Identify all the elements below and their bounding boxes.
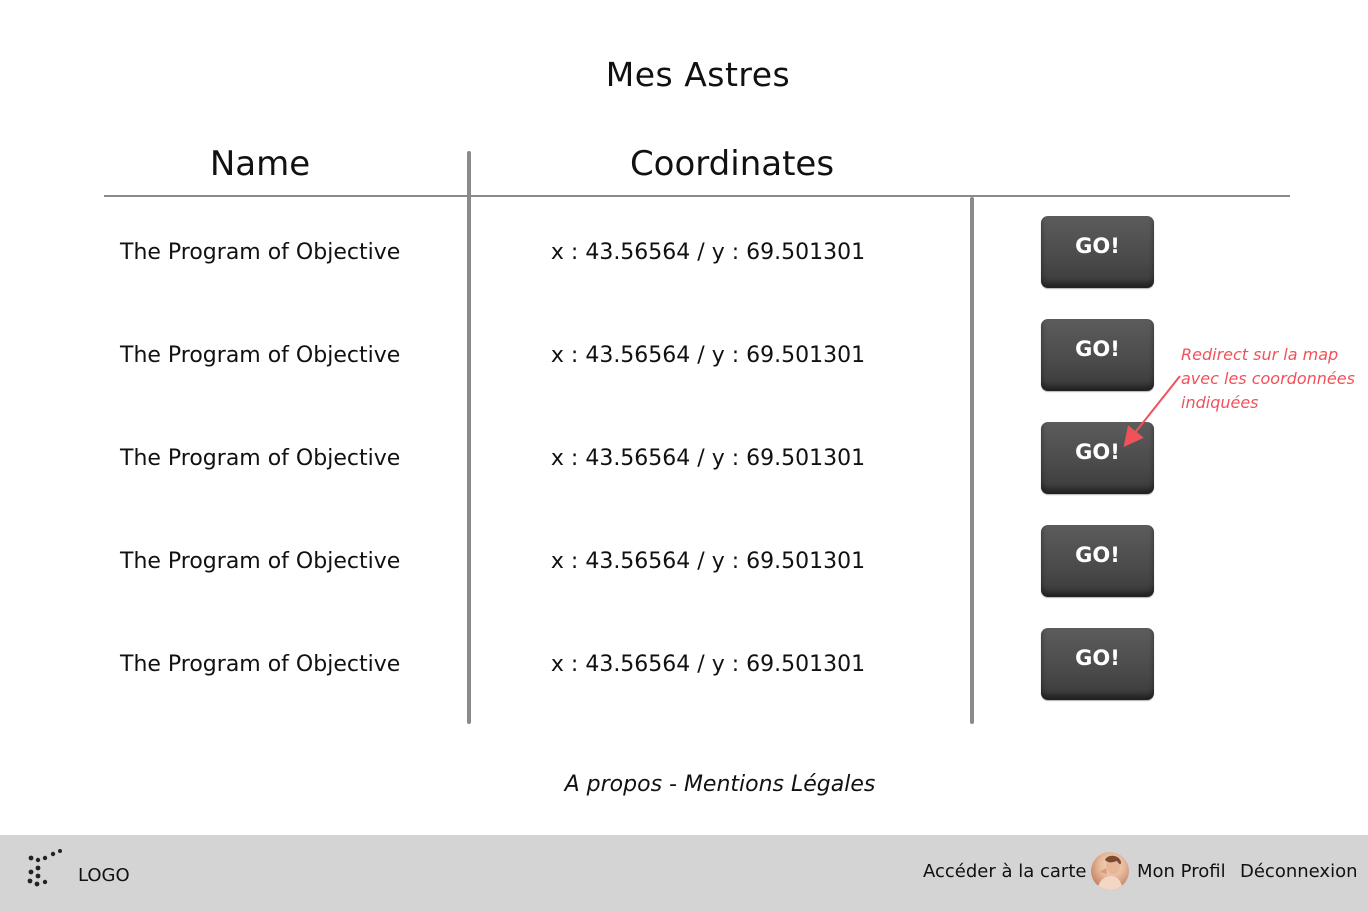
nav-profile-link[interactable]: Mon Profil xyxy=(1137,861,1226,882)
table-row-name: The Program of Objective xyxy=(120,549,401,574)
go-button[interactable]: GO! xyxy=(1041,525,1154,597)
column-header-name: Name xyxy=(209,144,311,184)
constellation-icon xyxy=(26,848,70,892)
table-row-coordinates: x : 43.56564 / y : 69.501301 xyxy=(550,652,866,677)
column-header-coordinates: Coordinates xyxy=(629,144,835,184)
column-divider-1 xyxy=(467,151,471,724)
go-button[interactable]: GO! xyxy=(1041,628,1154,700)
annotation-note: Redirect sur la map avec les coordonnées indiquées xyxy=(1181,345,1355,412)
table-row-name: The Program of Objective xyxy=(120,240,401,265)
table-row-coordinates: x : 43.56564 / y : 69.501301 xyxy=(550,240,866,265)
go-button[interactable]: GO! xyxy=(1041,216,1154,288)
go-button[interactable]: GO! xyxy=(1041,319,1154,391)
page-title: Mes Astres xyxy=(605,55,791,94)
table-row-name: The Program of Objective xyxy=(120,343,401,368)
column-divider-2 xyxy=(970,197,974,724)
nav-logout-link[interactable]: Déconnexion xyxy=(1240,861,1358,882)
go-button[interactable]: GO! xyxy=(1041,422,1154,494)
nav-map-link[interactable]: Accéder à la carte xyxy=(923,861,1087,882)
table-row-name: The Program of Objective xyxy=(120,446,401,471)
logo-text[interactable]: LOGO xyxy=(78,865,130,886)
footer-links[interactable]: A propos - Mentions Légales xyxy=(564,772,876,797)
header-divider xyxy=(104,195,1290,197)
table-row-coordinates: x : 43.56564 / y : 69.501301 xyxy=(550,549,866,574)
table-row-coordinates: x : 43.56564 / y : 69.501301 xyxy=(550,343,866,368)
table-row-coordinates: x : 43.56564 / y : 69.501301 xyxy=(550,446,866,471)
profile-photo-icon xyxy=(1091,852,1129,890)
avatar[interactable] xyxy=(1091,852,1129,890)
table-row-name: The Program of Objective xyxy=(120,652,401,677)
